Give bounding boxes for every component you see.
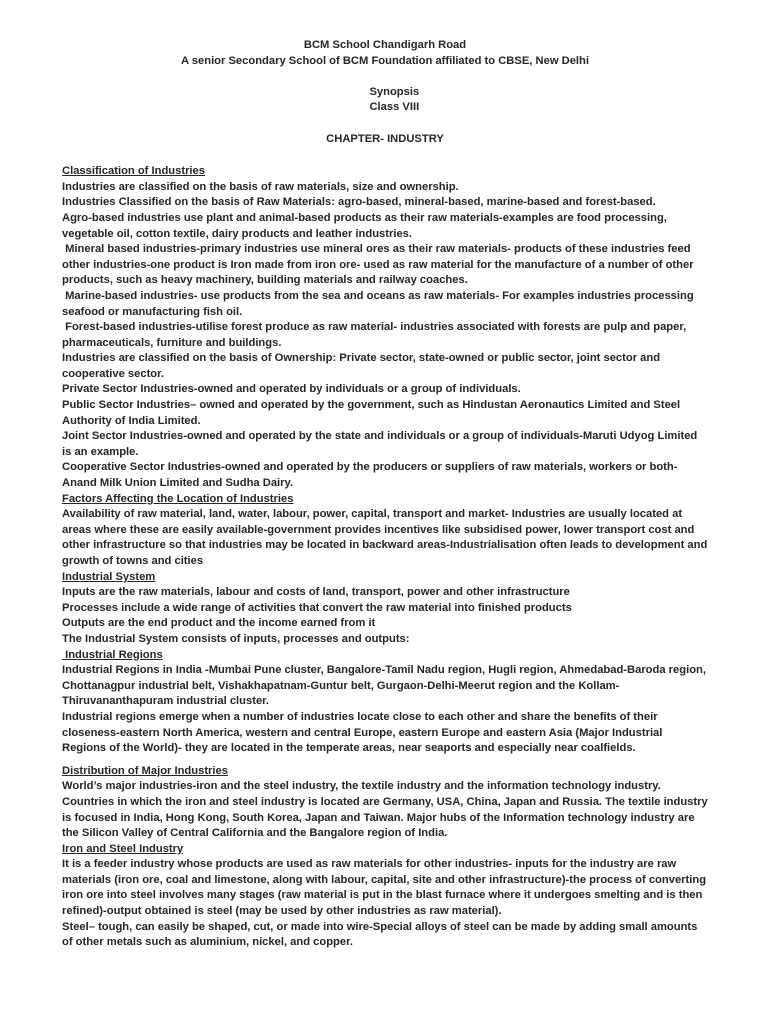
section-heading: Distribution of Major Industries	[62, 764, 228, 777]
paragraph: Steel– tough, can easily be shaped, cut, or made into wire-Special alloys of steel can be made by adding small amounts of other metals such as aluminium, nickel, and copper.	[62, 920, 701, 949]
synopsis-class-line	[62, 69, 708, 131]
paragraph: Agro-based industries use plant and animal-based products as their raw materials-examples are food processing, vegetable oil, cotton textile, dairy products and leather industries.	[62, 211, 671, 240]
paragraph: Private Sector Industries-owned and operated by individuals or a group of individuals.	[62, 383, 521, 396]
paragraph: Industries are classified on the basis of raw materials, size and ownership.	[62, 180, 459, 193]
paragraph: Industrial regions emerge when a number of industries locate close to each other and share the benefits of their closeness-eastern North America, western and central Europe, eastern Europe and eastern Asia (Major Industrial Regions of the World)- they are located in the temperate areas, near seaports and especially near coalfields.	[62, 710, 666, 755]
paragraph: Outputs are the end product and the income earned from it	[62, 617, 376, 630]
paragraph: Inputs are the raw materials, labour and costs of land, transport, power and other infrastructure	[62, 586, 570, 599]
document-body	[62, 164, 711, 951]
paragraph: Industries are classified on the basis of Ownership: Private sector, state-owned or public sector, joint sector and cooperative sector.	[62, 352, 664, 380]
paragraph: Joint Sector Industries-owned and operated by the state and individuals or a group of individuals-Maruti Udyog Limited is an example.	[62, 430, 701, 458]
paragraph: Public Sector Industries– owned and operated by the government, such as Hindustan Aeronautics Limited and Steel Authority of India Limited.	[62, 399, 683, 427]
document-header	[62, 38, 708, 147]
doc-type: Synopsis	[369, 85, 420, 98]
school-name: BCM School Chandigarh Road	[303, 39, 467, 51]
paragraph: World’s major industries-iron and the steel industry, the textile industry and the information technology industry. Countries in which the iron and steel industry is located are Germany, USA, China, Japan and Russia. The textile industry is focused in India, Hong Kong, South Korea, Japan and Taiwan. Major hubs of the Information technology industry are the Silicon Valley of Central California and the Bangalore region of India.	[62, 780, 711, 840]
class-label: Class VIII	[369, 101, 420, 114]
school-affiliation: A senior Secondary School of BCM Foundation affiliated to CBSE, New Delhi	[181, 54, 589, 67]
paragraph: The Industrial System consists of inputs, processes and outputs:	[62, 632, 410, 645]
section-heading: Industrial System	[62, 570, 156, 583]
paragraph: Availability of raw material, land, water, labour, power, capital, transport and market- Industries are usually located at areas where these are easily available-government provides incentives like subsidised power, lower transport cost and other infrastructure so that industries may be located in backward areas-Industrialisation often leads to development and growth of towns and cities	[62, 508, 711, 567]
section-heading: Industrial Regions	[62, 648, 163, 661]
paragraph: Industries Classified on the basis of Raw Materials: agro-based, mineral-based, marine-based and forest-based.	[62, 196, 656, 209]
chapter-title: CHAPTER- INDUSTRY	[326, 132, 444, 145]
section-spacer	[62, 757, 708, 764]
paragraph: Processes include a wide range of activities that convert the raw material into finished products	[62, 601, 572, 614]
paragraph: Marine-based industries- use products from the sea and oceans as raw materials- For examples industries processing seafood or manufacturing fish oil.	[62, 289, 697, 318]
section-heading: Factors Affecting the Location of Industries	[62, 492, 294, 505]
section-heading: Iron and Steel Industry	[62, 842, 184, 855]
paragraph: Forest-based industries-utilise forest produce as raw material- industries associated with forests are pulp and paper, pharmaceuticals, furniture and buildings.	[62, 321, 690, 349]
paragraph: Mineral based industries-primary industries use mineral ores as their raw materials- products of these industries feed other industries-one product is Iron made from iron ore- used as raw material for the manufacture of a number of other products, such as heavy machinery, building materials and railway coaches.	[62, 243, 697, 287]
paragraph: Cooperative Sector Industries-owned and operated by the producers or suppliers of raw materials, workers or both-Anand Milk Union Limited and Sudha Dairy.	[62, 461, 678, 490]
paragraph: It is a feeder industry whose products are used as raw materials for other industries- inputs for the industry are raw materials (iron ore, coal and limestone, along with labour, capital, site and other infrastructure)-the process of converting iron ore into steel involves many stages (raw material is put in the blast furnace where it undergoes smelting and is then refined)-output obtained is steel (may be used by other industries as raw material).	[62, 858, 710, 918]
paragraph: Industrial Regions in India -Mumbai Pune cluster, Bangalore-Tamil Nadu region, Hugli region, Ahmedabad-Baroda region, Chottanagpur industrial belt, Vishakhapatnam-Guntur belt, Gurgaon-Delhi-Meerut region and the Kollam-Thiruvananthapuram industrial cluster.	[62, 664, 710, 708]
section-heading: Classification of Industries	[62, 165, 205, 178]
